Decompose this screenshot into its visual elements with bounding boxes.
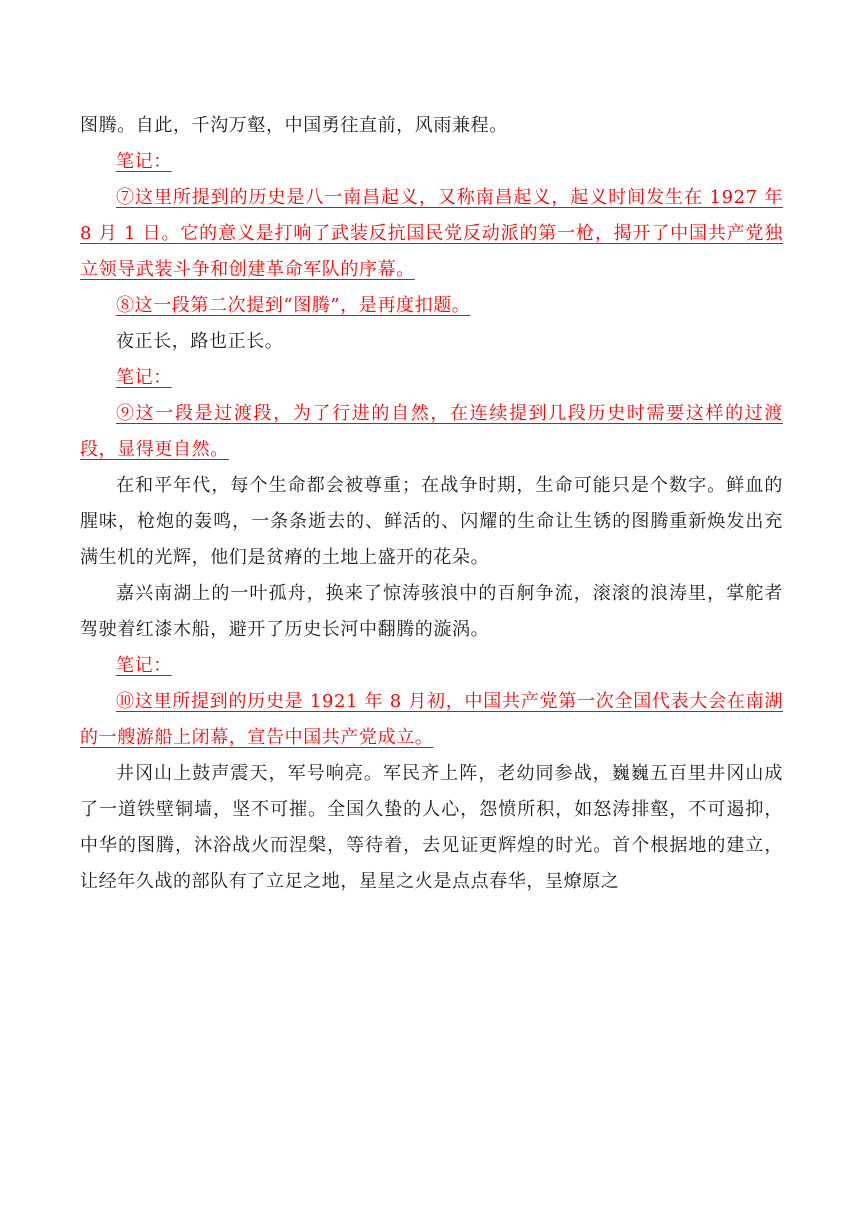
note-paragraph: [80, 288, 783, 324]
note-paragraph: [80, 180, 783, 288]
note-heading-text: 笔记：: [116, 151, 172, 172]
note-paragraph: [80, 684, 783, 756]
note-text: ⑦这里所提到的历史是八一南昌起义，又称南昌起义，起义时间发生在 1927 年 8 月 1 日。它的意义是打响了武装反抗国民党反动派的第一枪，揭开了中国共产党独立领导武装斗争和创建革命军队的序幕。: [80, 187, 783, 280]
note-text: ⑨这一段是过渡段，为了行进的自然，在连续提到几段历史时需要这样的过渡段，显得更自然。: [80, 403, 783, 460]
body-paragraph: 井冈山上鼓声震天，军号响亮。军民齐上阵，老幼同参战，巍巍五百里井冈山成了一道铁壁铜墙，坚不可摧。全国久蛰的人心，怨愤所积，如怒涛排壑，不可遏抑，中华的图腾，沐浴战火而涅槃，等待着，去见证更辉煌的时光。首个根据地的建立，让经年久战的部队有了立足之地，星星之火是点点春华，呈燎原之: [80, 763, 783, 892]
note-heading: [80, 360, 783, 396]
body-paragraph: 在和平年代，每个生命都会被尊重；在战争时期，生命可能只是个数字。鲜血的腥味，枪炮的轰鸣，一条条逝去的、鲜活的、闪耀的生命让生锈的图腾重新焕发出充满生机的光辉，他们是贫瘠的土地上盛开的花朵。: [80, 475, 783, 568]
note-heading-text: 笔记：: [116, 367, 172, 388]
note-paragraph: [80, 396, 783, 468]
note-text: ⑧这一段第二次提到“图腾”，是再度扣题。: [116, 295, 471, 316]
note-heading: [80, 648, 783, 684]
body-paragraph: 夜正长，路也正长。: [116, 331, 284, 352]
note-heading: [80, 144, 783, 180]
note-text: ⑩这里所提到的历史是 1921 年 8 月初，中国共产党第一次全国代表大会在南湖的一艘游船上闭幕，宣告中国共产党成立。: [80, 691, 783, 748]
body-paragraph: 嘉兴南湖上的一叶孤舟，换来了惊涛骇浪中的百舸争流，滚滚的浪涛里，掌舵者驾驶着红漆木船，避开了历史长河中翻腾的漩涡。: [80, 583, 783, 640]
note-heading-text: 笔记：: [116, 655, 172, 676]
document-body: [80, 108, 783, 900]
body-paragraph: 图腾。自此，千沟万壑，中国勇往直前，风雨兼程。: [80, 115, 508, 136]
